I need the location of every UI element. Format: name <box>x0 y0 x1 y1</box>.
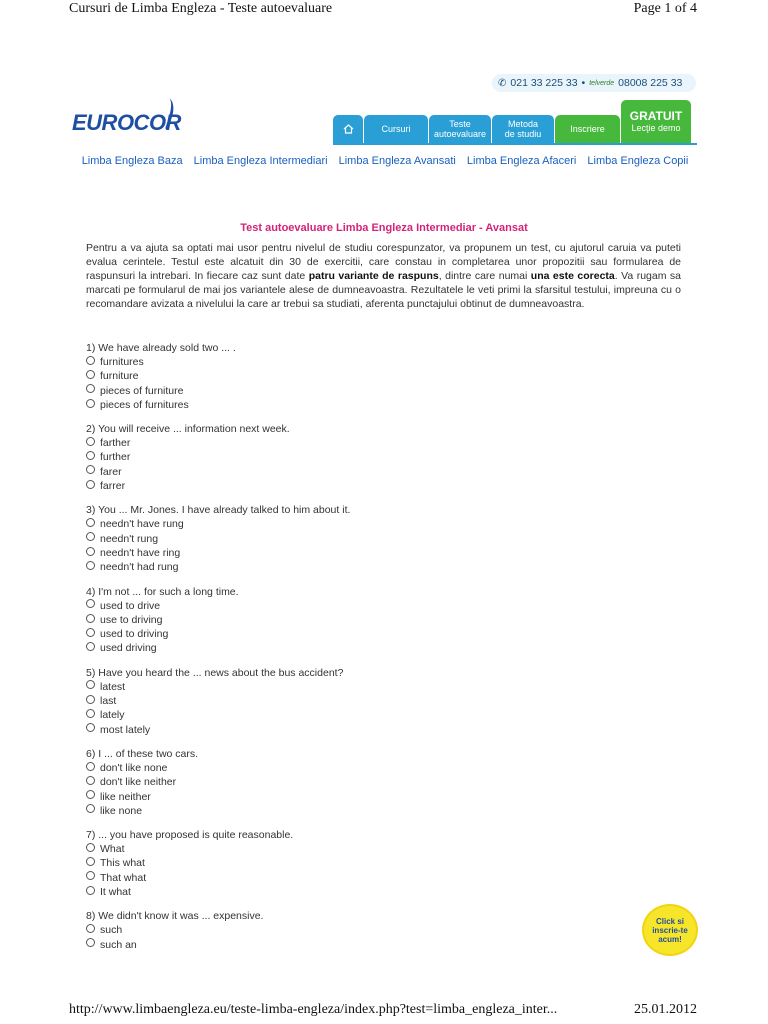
answer-option[interactable] <box>86 761 686 775</box>
option-label: used to driving <box>100 628 169 641</box>
question-5 <box>86 666 686 737</box>
radio-button[interactable] <box>86 628 95 637</box>
question-text: 5) Have you heard the ... news about the bus accident? <box>86 666 344 679</box>
radio-button[interactable] <box>86 871 95 880</box>
radio-button[interactable] <box>86 384 95 393</box>
question-6 <box>86 747 686 818</box>
option-label: What <box>100 843 125 856</box>
answer-option[interactable] <box>86 479 686 493</box>
nav-teste[interactable] <box>429 115 491 143</box>
radio-button[interactable] <box>86 451 95 460</box>
separator: • <box>581 77 586 89</box>
radio-button[interactable] <box>86 762 95 771</box>
answer-option[interactable] <box>86 517 686 531</box>
answer-option[interactable] <box>86 804 686 818</box>
intro-part-1: Pentru a va ajuta sa optati mai usor pentru nivelul de studiu corespunzator, va propunem un test, cu ajutorul caruia va puteti evalua cerintele. Testul este alcatuit din 30 de exercitii, care constau in completarea unor propozitii sau formularea de raspunsuri la intrebari. In fiecare caz sunt date <box>86 242 681 282</box>
phone-icon: ✆ <box>498 77 507 89</box>
option-label: farrer <box>100 480 126 493</box>
answer-option[interactable] <box>86 641 686 655</box>
answer-option[interactable] <box>86 856 686 870</box>
link-copii[interactable]: Limba Engleza Copii <box>587 155 689 167</box>
answer-option[interactable] <box>86 871 686 885</box>
intro-part-3: . Va rugam sa marcati pe formularul de mai jos variantele alese de dumneavoastra. Rezultatele le veti primi la sfarsitul testului, impreuna cu o recomandare avizata a nivelului la care ar trebui sa studiati, aferenta punctajului obtinut de dumneavoastra. <box>86 270 682 310</box>
course-links <box>74 155 696 168</box>
option-label: furniture <box>100 370 139 383</box>
option-label: This what <box>100 857 145 870</box>
question-text: 4) I'm not ... for such a long time. <box>86 585 239 598</box>
answer-option[interactable] <box>86 885 686 899</box>
question-text: 8) We didn't know it was ... expensive. <box>86 910 264 923</box>
option-label: further <box>100 451 131 464</box>
option-label: last <box>100 695 117 708</box>
print-header <box>0 0 768 22</box>
test-title: Test autoevaluare Limba Engleza Intermediar - Avansat <box>240 222 528 234</box>
option-label: like neither <box>100 790 151 803</box>
option-label: farther <box>100 437 131 450</box>
intro-bold-1: patru variante de raspuns <box>308 270 439 282</box>
radio-button[interactable] <box>86 518 95 527</box>
answer-option[interactable] <box>86 923 686 937</box>
radio-button[interactable] <box>86 843 95 852</box>
question-text: 2) You will receive ... information next week. <box>86 423 290 436</box>
questions-list <box>86 341 686 962</box>
answer-option[interactable] <box>86 627 686 641</box>
radio-button[interactable] <box>86 642 95 651</box>
answer-option[interactable] <box>86 938 686 952</box>
option-label: don't like none <box>100 761 168 774</box>
option-label: needn't had rung <box>100 561 179 574</box>
nav-cursuri-label: Cursuri <box>381 124 411 134</box>
radio-button[interactable] <box>86 599 95 608</box>
option-label: It what <box>100 886 131 899</box>
option-label: needn't have rung <box>100 518 184 531</box>
radio-button[interactable] <box>86 776 95 785</box>
badge-line3: acum! <box>658 934 682 944</box>
option-label: pieces of furnitures <box>100 398 189 411</box>
logo-text: EUROCOR <box>72 110 181 135</box>
nav-inscriere-label: Inscriere <box>570 124 605 134</box>
option-label: farer <box>100 465 122 478</box>
option-label: needn't have ring <box>100 546 181 559</box>
question-7 <box>86 828 686 899</box>
answer-option[interactable] <box>86 694 686 708</box>
main-nav <box>333 108 692 143</box>
option-label: latest <box>100 680 126 693</box>
answer-option[interactable] <box>86 723 686 737</box>
option-label: used driving <box>100 642 157 655</box>
radio-button[interactable] <box>86 723 95 732</box>
answer-option[interactable] <box>86 599 686 613</box>
question-2 <box>86 422 686 493</box>
radio-button[interactable] <box>86 399 95 408</box>
signup-badge[interactable] <box>644 906 696 954</box>
nav-metoda-line2: de studiu <box>504 129 542 139</box>
radio-button[interactable] <box>86 480 95 489</box>
nav-metoda[interactable] <box>492 115 554 143</box>
option-label: like none <box>100 804 143 817</box>
answer-option[interactable] <box>86 560 686 574</box>
radio-button[interactable] <box>86 614 95 623</box>
option-label: That what <box>100 871 147 884</box>
answer-option[interactable] <box>86 790 686 804</box>
nav-teste-line1: Teste <box>449 119 471 129</box>
link-afaceri[interactable]: Limba Engleza Afaceri <box>466 155 577 167</box>
telverde-logo: telverde <box>589 79 615 87</box>
test-intro <box>86 241 681 311</box>
radio-button[interactable] <box>86 804 95 813</box>
footer-url: http://www.limbaengleza.eu/teste-limba-engleza/index.php?test=limba_engleza_inter... <box>69 1002 558 1017</box>
print-title: Cursuri de Limba Engleza - Teste autoevaluare <box>69 1 333 16</box>
radio-button[interactable] <box>86 924 95 933</box>
radio-button[interactable] <box>86 532 95 541</box>
gratuit-label: GRATUIT <box>629 108 683 123</box>
green-phone-number: 08008 225 33 <box>618 77 683 89</box>
radio-button[interactable] <box>86 709 95 718</box>
question-text: 1) We have already sold two ... . <box>86 342 236 354</box>
answer-option[interactable] <box>86 355 686 369</box>
answer-option[interactable] <box>86 708 686 722</box>
option-label: such an <box>100 938 137 951</box>
nav-teste-line2: autoevaluare <box>433 129 487 139</box>
link-baza[interactable]: Limba Engleza Baza <box>81 155 183 167</box>
footer-date: 25.01.2012 <box>634 1002 697 1017</box>
option-label: lately <box>100 709 125 722</box>
question-text: 7) ... you have proposed is quite reasonable. <box>86 829 294 842</box>
answer-option[interactable] <box>86 532 686 546</box>
eurocor-logo[interactable] <box>72 110 181 136</box>
radio-button[interactable] <box>86 790 95 799</box>
contact-bar <box>492 74 696 92</box>
link-intermediari[interactable]: Limba Engleza Intermediari <box>193 155 328 167</box>
badge-line1: Click si <box>655 916 684 926</box>
radio-button[interactable] <box>86 561 95 570</box>
answer-option[interactable] <box>86 450 686 464</box>
question-1 <box>86 341 686 412</box>
question-text: 3) You ... Mr. Jones. I have already talked to him about it. <box>86 504 351 517</box>
radio-button[interactable] <box>86 886 95 895</box>
option-label: used to drive <box>100 599 161 612</box>
nav-underline <box>333 143 697 145</box>
home-icon <box>343 124 354 134</box>
radio-button[interactable] <box>86 370 95 379</box>
intro-part-2: , dintre care numai <box>438 270 531 282</box>
option-label: needn't rung <box>100 532 159 545</box>
answer-option[interactable] <box>86 546 686 560</box>
option-label: use to driving <box>100 613 163 626</box>
answer-option[interactable] <box>86 436 686 450</box>
answer-option[interactable] <box>86 465 686 479</box>
answer-option[interactable] <box>86 384 686 398</box>
radio-button[interactable] <box>86 680 95 689</box>
radio-button[interactable] <box>86 857 95 866</box>
radio-button[interactable] <box>86 547 95 556</box>
option-label: don't like neither <box>100 776 177 789</box>
answer-option[interactable] <box>86 680 686 694</box>
nav-home[interactable] <box>333 115 363 143</box>
radio-button[interactable] <box>86 465 95 474</box>
radio-button[interactable] <box>86 437 95 446</box>
question-3 <box>86 503 686 574</box>
nav-cursuri[interactable] <box>364 115 428 143</box>
question-8 <box>86 909 686 952</box>
question-text: 6) I ... of these two cars. <box>86 747 199 760</box>
answer-option[interactable] <box>86 369 686 383</box>
link-avansati[interactable]: Limba Engleza Avansati <box>338 155 456 167</box>
option-label: most lately <box>100 723 151 736</box>
answer-option[interactable] <box>86 842 686 856</box>
nav-inscriere[interactable] <box>555 115 620 143</box>
option-label: furnitures <box>100 356 144 368</box>
radio-button[interactable] <box>86 356 95 365</box>
nav-metoda-line1: Metoda <box>507 119 539 129</box>
radio-button[interactable] <box>86 695 95 704</box>
radio-button[interactable] <box>86 938 95 947</box>
page-number: Page 1 of 4 <box>633 1 697 16</box>
answer-option[interactable] <box>86 398 686 412</box>
intro-bold-2: una este corecta <box>530 270 615 282</box>
option-label: such <box>100 924 123 937</box>
nav-gratuit-demo[interactable] <box>621 100 691 143</box>
question-4 <box>86 585 686 656</box>
phone-number: 021 33 225 33 <box>510 77 578 89</box>
option-label: pieces of furniture <box>100 384 184 397</box>
answer-option[interactable] <box>86 775 686 789</box>
print-footer <box>0 1000 768 1024</box>
answer-option[interactable] <box>86 613 686 627</box>
lectie-demo-label: Lecţie demo <box>631 122 681 133</box>
badge-line2: inscrie-te <box>652 925 688 935</box>
